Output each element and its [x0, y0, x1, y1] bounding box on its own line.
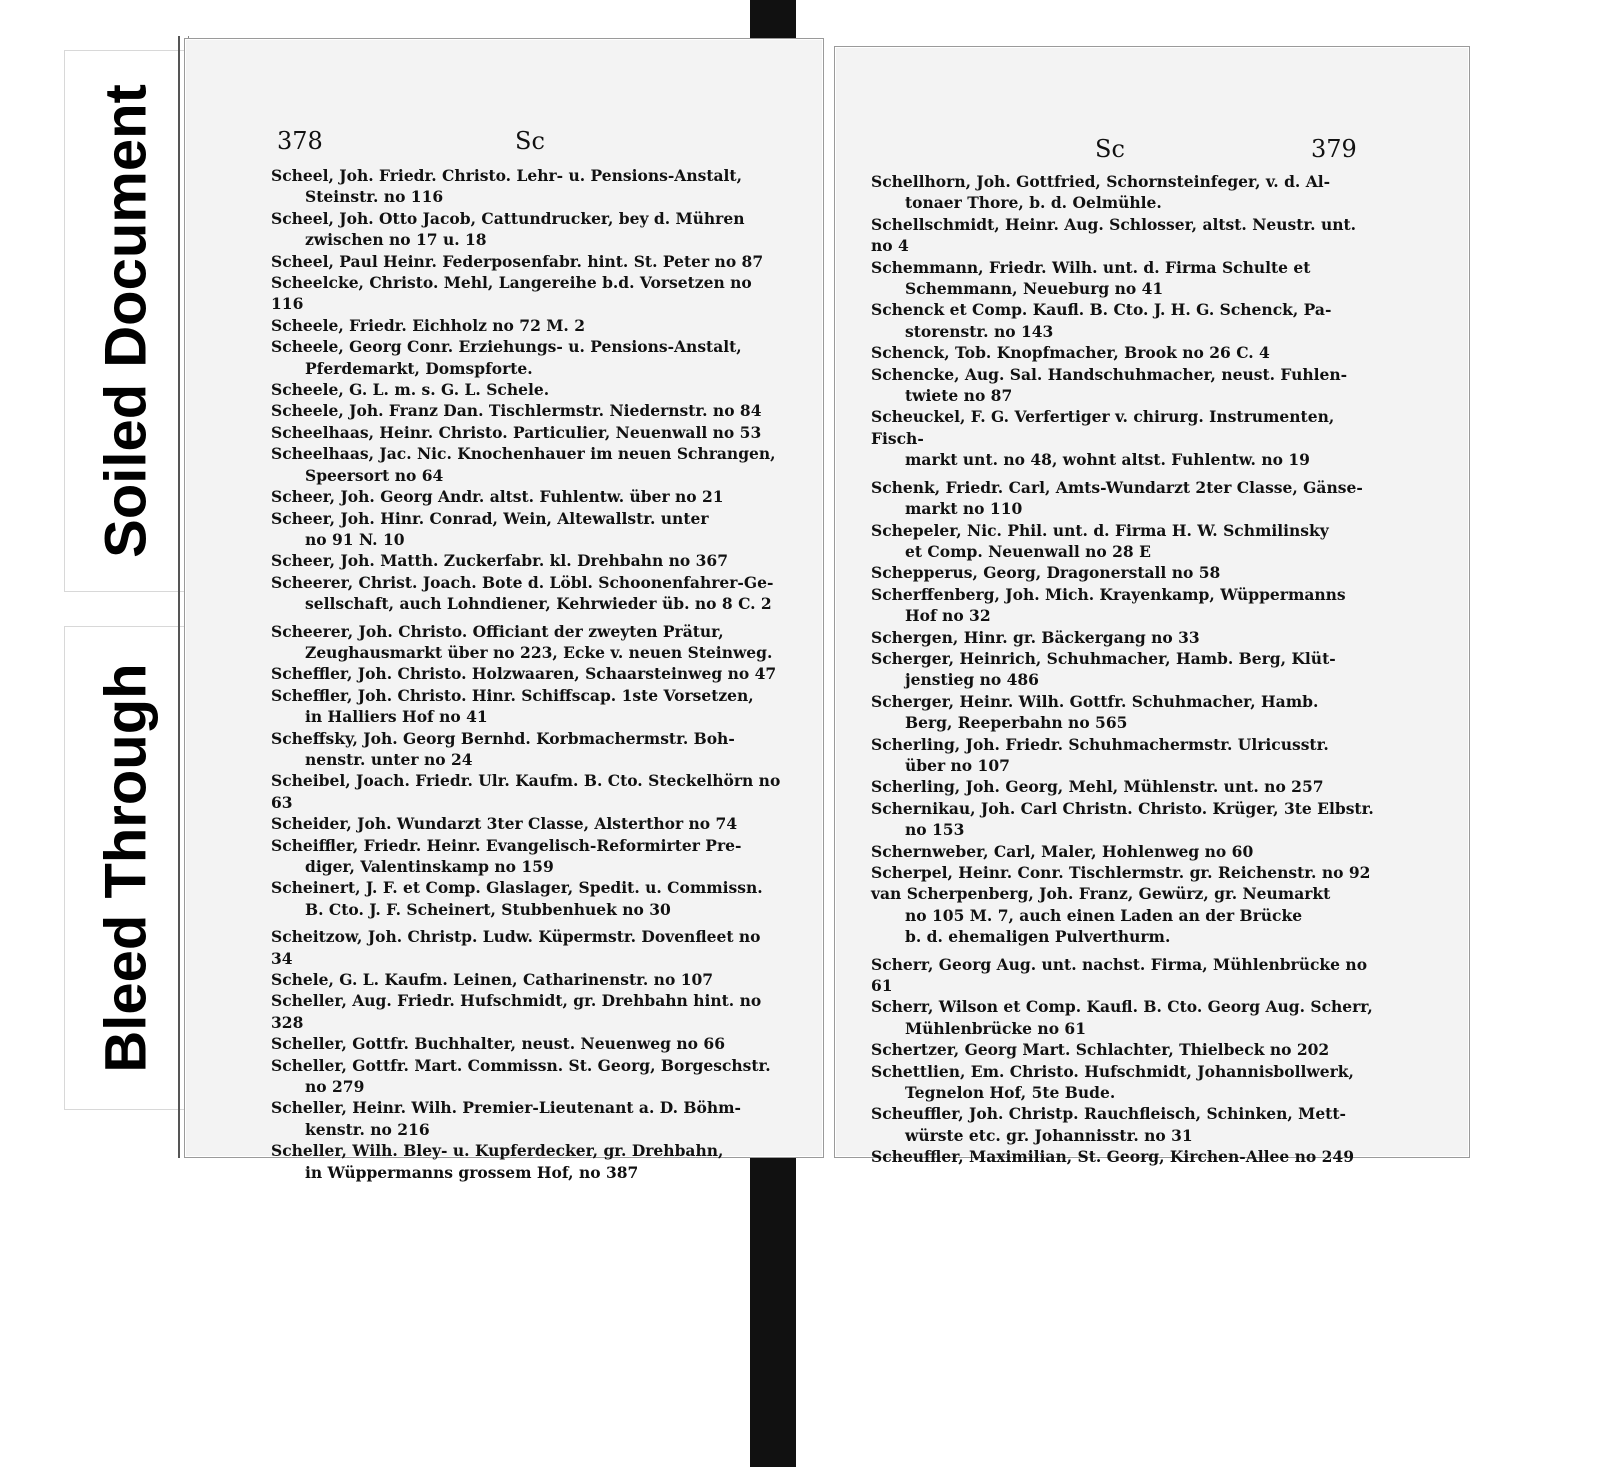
entry-continuation: no 105 M. 7, auch einen Laden an der Brücke: [905, 905, 1303, 925]
directory-entry: [871, 954, 1381, 997]
entry-continuation: kenstr. no 216: [305, 1119, 430, 1139]
entry-line: Scheerer, Joh. Christo. Officiant der zweyten Prätur,: [271, 621, 724, 641]
entry-line: Schernikau, Joh. Carl Christn. Christo. Krüger, 3te Elbstr.: [871, 798, 1374, 818]
entry-continuation: Pferdemarkt, Domspforte.: [305, 358, 533, 378]
spine-bar-bottom: [750, 1148, 796, 1467]
entry-continuation: diger, Valentinskamp no 159: [305, 857, 554, 876]
entry-continuation: über no 107: [905, 755, 1010, 775]
directory-entry: [871, 862, 1381, 883]
directory-entry: [271, 685, 781, 728]
directory-entry: [871, 883, 1381, 926]
entry-line: Scheerer, Christ. Joach. Bote d. Löbl. Schoonenfahrer-Ge-: [271, 572, 774, 592]
directory-entry: [271, 272, 781, 315]
entry-continuation: nenstr. unter no 24: [305, 749, 473, 769]
directory-entry: [271, 663, 781, 684]
entry-continuation: Steinstr. no 116: [305, 187, 444, 207]
directory-entry: [871, 299, 1381, 342]
entry-continuation: markt unt. no 48, wohnt altst. Fuhlentw. no 19: [905, 450, 1310, 470]
bleed-through-label: [64, 626, 188, 1110]
entry-line: Scheitzow, Joh. Christp. Ludw. Küpermstr. Dovenfleet no 34: [271, 927, 761, 968]
entry-line: Scheller, Heinr. Wilh. Premier-Lieutenant a. D. Böhm-: [271, 1098, 741, 1118]
directory-entry: [871, 798, 1381, 841]
entry-line: Scheele, Friedr. Eichholz no 72 M. 2: [271, 315, 585, 335]
right-page-number: 379: [1311, 135, 1357, 163]
entry-line: Scheele, G. L. m. s. G. L. Schele.: [271, 380, 550, 400]
entry-line: Scheuckel, F. G. Verfertiger v. chirurg. Instrumenten, Fisch-: [871, 407, 1335, 448]
directory-entry: [871, 627, 1381, 648]
entry-line: van Scherpenberg, Joh. Franz, Gewürz, gr. Neumarkt: [871, 884, 1331, 904]
entry-line: Schemmann, Friedr. Wilh. unt. d. Firma Schulte et: [871, 257, 1311, 277]
entry-line: Schernweber, Carl, Maler, Hohlenweg no 60: [871, 841, 1254, 861]
entry-line: Schepeler, Nic. Phil. unt. d. Firma H. W. Schmilinsky: [871, 520, 1329, 540]
directory-entry: [871, 1061, 1381, 1104]
entry-line: Scheller, Wilh. Bley- u. Kupferdecker, gr. Drehbahn,: [271, 1141, 724, 1161]
directory-entry: [271, 336, 781, 379]
entry-continuation: Hof no 32: [905, 606, 991, 626]
directory-entry: [871, 996, 1381, 1039]
entry-line: Scherpel, Heinr. Conr. Tischlermstr. gr. Reichenstr. no 92: [871, 863, 1371, 882]
entry-line: Scheelhaas, Jac. Nic. Knochenhauer im neuen Schrangen,: [271, 444, 776, 464]
directory-entry: [271, 621, 781, 664]
soiled-document-label: [64, 50, 188, 592]
left-page-header: [185, 127, 823, 167]
right-thumb-index: Sc: [1095, 135, 1125, 163]
entry-line: Schellhorn, Joh. Gottfried, Schornsteinfeger, v. d. Al-: [871, 172, 1331, 191]
directory-entry: [871, 214, 1381, 257]
directory-entry: [271, 251, 781, 272]
directory-entry: [871, 562, 1381, 583]
entry-continuation: würste etc. gr. Johannisstr. no 31: [905, 1125, 1193, 1145]
entry-line: Scheelcke, Christo. Mehl, Langereihe b.d. Vorsetzen no 116: [271, 273, 752, 314]
entry-line: Schepperus, Georg, Dragonerstall no 58: [871, 563, 1221, 583]
entry-line: Scheller, Gottfr. Buchhalter, neust. Neuenweg no 66: [271, 1034, 725, 1054]
entry-continuation: B. Cto. J. F. Scheinert, Stubbenhuek no 30: [305, 899, 671, 919]
entry-continuation: Zeughausmarkt über no 223, Ecke v. neuen Steinweg.: [305, 642, 773, 662]
directory-entry: [271, 1097, 781, 1140]
directory-entry: [271, 165, 781, 208]
entry-continuation: twiete no 87: [905, 386, 1013, 406]
entry-line: Scheibel, Joach. Friedr. Ulr. Kaufm. B. Cto. Steckelhörn no 63: [271, 771, 781, 812]
entry-line: Schertzer, Georg Mart. Schlachter, Thielbeck no 202: [871, 1040, 1330, 1060]
entry-continuation: Tegnelon Hof, 5te Bude.: [905, 1083, 1116, 1103]
directory-entry: [871, 171, 1381, 214]
directory-entry: [271, 969, 781, 990]
soiled-document-text: Soiled Document: [93, 84, 159, 558]
directory-entry: [871, 1039, 1381, 1060]
directory-entry: [271, 443, 781, 486]
directory-entry: [871, 1103, 1381, 1146]
directory-entry: [271, 770, 781, 813]
entry-line: Scherffenberg, Joh. Mich. Krayenkamp, Wüppermanns: [871, 584, 1346, 604]
directory-entry: [271, 990, 781, 1033]
entry-line: Scheffler, Joh. Christo. Hinr. Schiffscap. 1ste Vorsetzen,: [271, 685, 754, 705]
directory-entry: [271, 379, 781, 400]
left-page: [184, 38, 824, 1182]
directory-entry: [271, 1140, 781, 1183]
entry-continuation: zwischen no 17 u. 18: [305, 230, 487, 250]
directory-entry: [271, 877, 781, 920]
entry-continuation: no 153: [905, 820, 965, 840]
directory-entry: [871, 364, 1381, 407]
entry-line: Scherger, Heinrich, Schuhmacher, Hamb. Berg, Klüt-: [871, 648, 1336, 668]
entry-line: Schettlien, Em. Christo. Hufschmidt, Johannisbollwerk,: [871, 1061, 1354, 1081]
directory-entry: [871, 406, 1381, 470]
directory-entry: [871, 477, 1381, 520]
entry-line: Scheller, Gottfr. Mart. Commissn. St. Georg, Borgeschstr.: [271, 1055, 771, 1075]
entry-line: Scheffler, Joh. Christo. Holzwaaren, Schaarsteinweg no 47: [271, 664, 777, 684]
directory-entry: [871, 841, 1381, 862]
entry-line: Scheller, Aug. Friedr. Hufschmidt, gr. Drehbahn hint. no 328: [271, 991, 762, 1032]
directory-entry: [271, 422, 781, 443]
entry-line: Schenck, Tob. Knopfmacher, Brook no 26 C. 4: [871, 343, 1270, 363]
entry-continuation: Speersort no 64: [305, 465, 444, 485]
entry-line: Scherger, Heinr. Wilh. Gottfr. Schuhmacher, Hamb.: [871, 691, 1319, 711]
directory-entry: [271, 926, 781, 969]
entry-continuation: no 91 N. 10: [305, 529, 405, 549]
open-book: [178, 30, 1478, 1182]
entry-continuation: Mühlenbrücke no 61: [905, 1018, 1086, 1038]
entry-continuation: no 279: [305, 1077, 365, 1097]
directory-entry: [271, 550, 781, 571]
entry-line: Scheffsky, Joh. Georg Bernhd. Korbmachermstr. Boh-: [271, 728, 735, 748]
entry-line: Scheele, Joh. Franz Dan. Tischlermstr. Niedernstr. no 84: [271, 401, 762, 421]
entry-line: Schenk, Friedr. Carl, Amts-Wundarzt 2ter Classe, Gänse-: [871, 477, 1363, 497]
entry-continuation: sellschaft, auch Lohndiener, Kehrwieder üb. no 8 C. 2: [305, 594, 772, 614]
directory-entry: [271, 315, 781, 336]
directory-entry: [271, 835, 781, 878]
directory-entry: [871, 648, 1381, 691]
directory-entry: [871, 1146, 1381, 1167]
entry-continuation: in Halliers Hof no 41: [305, 707, 488, 727]
directory-entry: [871, 257, 1381, 300]
directory-entry: [271, 486, 781, 507]
entry-line: Schenck et Comp. Kaufl. B. Cto. J. H. G. Schenck, Pa-: [871, 300, 1332, 320]
entry-continuation: markt no 110: [905, 499, 1023, 519]
bleed-through-text: Bleed Through: [93, 663, 159, 1073]
entry-line: Scherling, Joh. Georg, Mehl, Mühlenstr. unt. no 257: [871, 777, 1324, 797]
directory-entry: [271, 813, 781, 834]
entry-line: Scheer, Joh. Hinr. Conrad, Wein, Altewallstr. unter: [271, 508, 709, 528]
entry-line: Scheuffler, Joh. Christp. Rauchfleisch, Schinken, Mett-: [871, 1104, 1346, 1124]
directory-entry: [871, 776, 1381, 797]
entry-line: Schele, G. L. Kaufm. Leinen, Catharinenstr. no 107: [271, 970, 714, 990]
left-page-number: 378: [277, 127, 323, 155]
entry-line: Scheinert, J. F. et Comp. Glaslager, Spedit. u. Commissn.: [271, 878, 763, 898]
directory-entry: [271, 572, 781, 615]
directory-entry: [871, 926, 1381, 947]
entry-line: Scheel, Paul Heinr. Federposenfabr. hint. St. Peter no 87: [271, 251, 764, 271]
right-page: [834, 46, 1470, 1167]
directory-entry: [271, 400, 781, 421]
entry-continuation: jenstieg no 486: [905, 670, 1039, 690]
left-entry-list: [271, 165, 781, 1183]
directory-entry: [271, 508, 781, 551]
entry-line: Scherr, Georg Aug. unt. nachst. Firma, Mühlenbrücke no 61: [871, 954, 1368, 996]
entry-continuation: Berg, Reeperbahn no 565: [905, 713, 1128, 733]
entry-line: Scheider, Joh. Wundarzt 3ter Classe, Alsterthor no 74: [271, 814, 738, 834]
directory-entry: [271, 1055, 781, 1098]
entry-continuation: tonaer Thore, b. d. Oelmühle.: [905, 193, 1162, 213]
entry-line: Scheel, Joh. Friedr. Christo. Lehr- u. Pensions-Anstalt,: [271, 166, 742, 185]
entry-line: Scheer, Joh. Georg Andr. altst. Fuhlentw. über no 21: [271, 487, 724, 507]
directory-entry: [871, 342, 1381, 363]
right-entry-list: [871, 171, 1381, 1168]
entry-continuation: b. d. ehemaligen Pulverthurm.: [905, 927, 1171, 947]
directory-entry: [871, 734, 1381, 777]
directory-entry: [871, 584, 1381, 627]
entry-line: Scheiffler, Friedr. Heinr. Evangelisch-Reformirter Pre-: [271, 835, 742, 855]
entry-line: Scheele, Georg Conr. Erziehungs- u. Pensions-Anstalt,: [271, 337, 742, 357]
entry-line: Scheel, Joh. Otto Jacob, Cattundrucker, bey d. Mühren: [271, 208, 745, 228]
directory-entry: [871, 520, 1381, 563]
entry-line: Scheelhaas, Heinr. Christo. Particulier, Neuenwall no 53: [271, 422, 762, 442]
entry-line: Scheer, Joh. Matth. Zuckerfabr. kl. Drehbahn no 367: [271, 551, 728, 571]
directory-entry: [271, 208, 781, 251]
entry-line: Schergen, Hinr. gr. Bäckergang no 33: [871, 627, 1200, 647]
entry-continuation: storenstr. no 143: [905, 321, 1054, 341]
entry-line: Schencke, Aug. Sal. Handschuhmacher, neust. Fuhlen-: [871, 364, 1348, 384]
directory-entry: [271, 1033, 781, 1054]
left-thumb-index: Sc: [515, 127, 545, 155]
entry-continuation: in Wüppermanns grossem Hof, no 387: [305, 1162, 639, 1182]
directory-entry: [871, 691, 1381, 734]
entry-continuation: et Comp. Neuenwall no 28 E: [905, 541, 1151, 561]
entry-continuation: Schemmann, Neueburg no 41: [905, 279, 1164, 299]
entry-line: Schellschmidt, Heinr. Aug. Schlosser, altst. Neustr. unt. no 4: [871, 214, 1357, 256]
entry-line: Scherr, Wilson et Comp. Kaufl. B. Cto. Georg Aug. Scherr,: [871, 997, 1373, 1017]
right-page-header: [835, 135, 1469, 175]
entry-line: Scherling, Joh. Friedr. Schuhmachermstr. Ulricusstr.: [871, 734, 1329, 754]
entry-line: Scheuffler, Maximilian, St. Georg, Kirchen-Allee no 249: [871, 1147, 1354, 1167]
directory-entry: [271, 728, 781, 771]
